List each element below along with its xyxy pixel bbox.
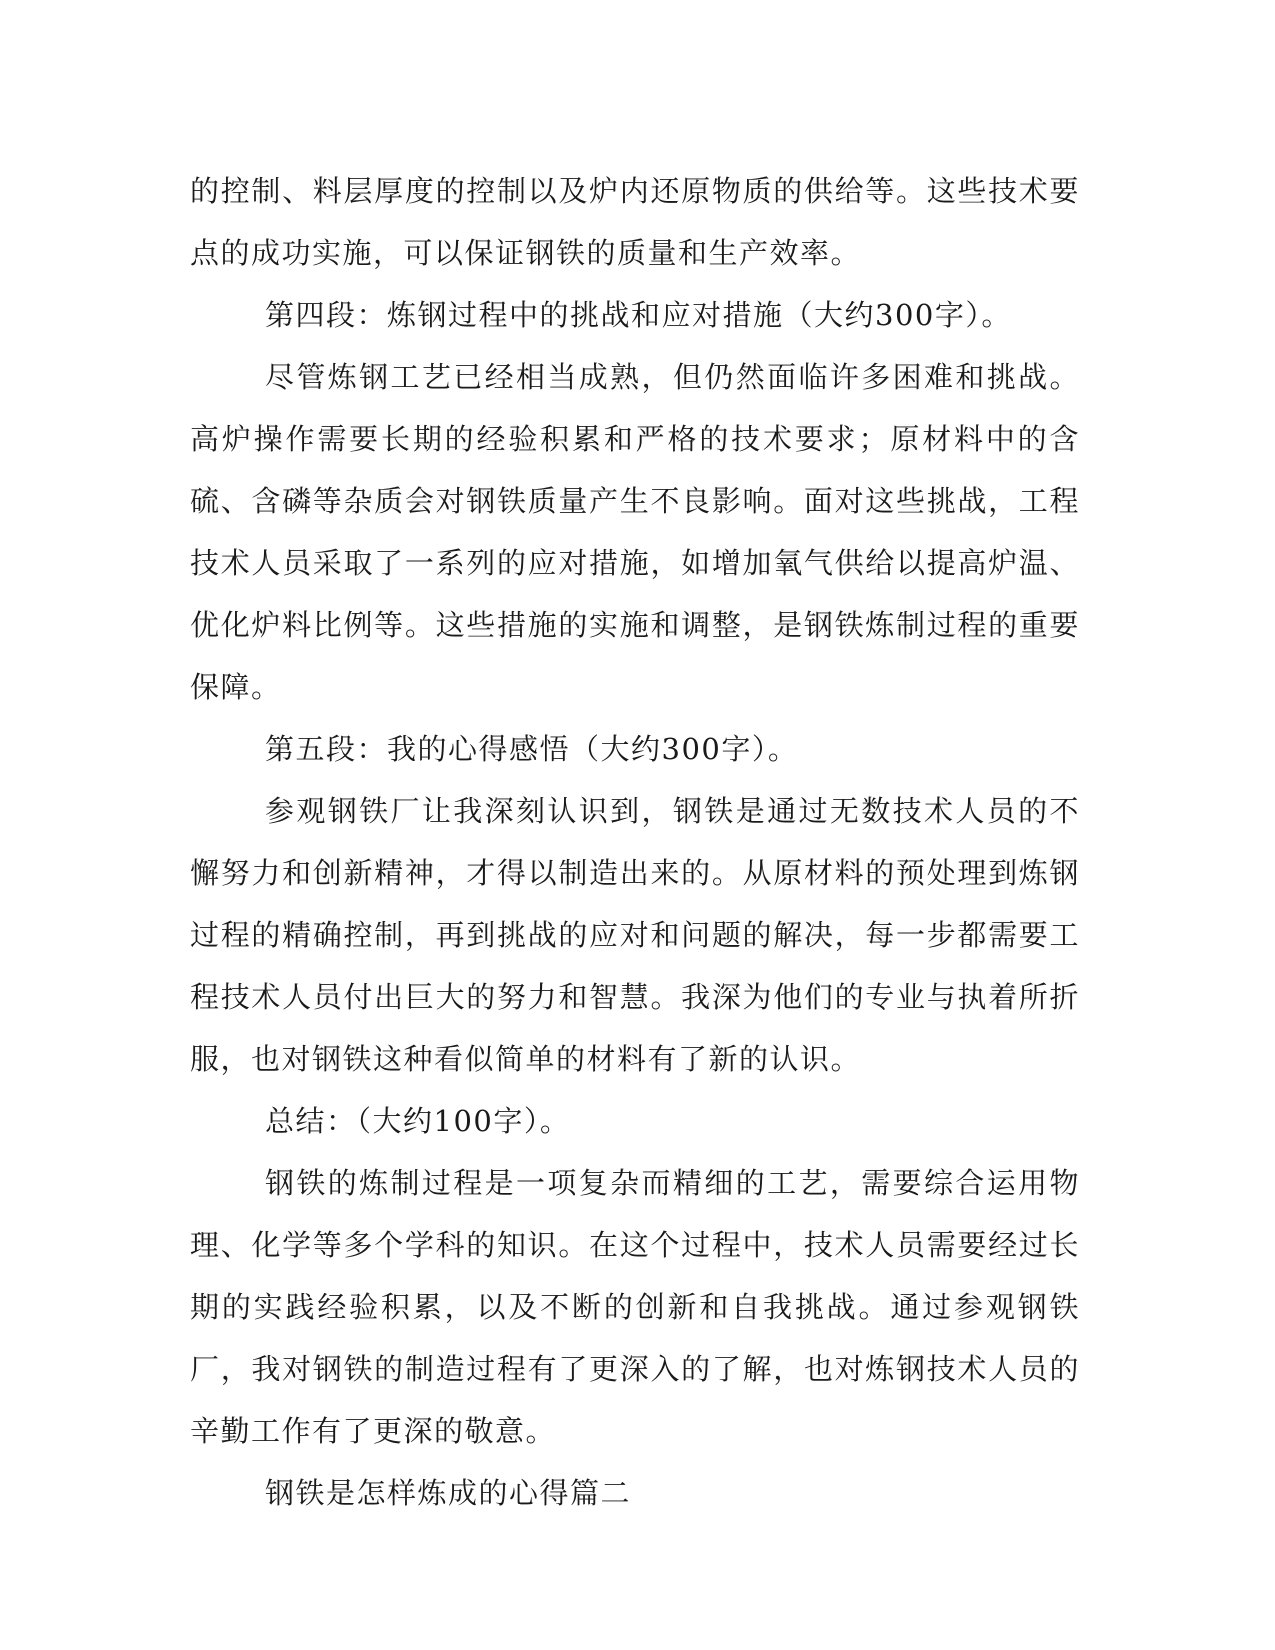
next-article-title: 钢铁是怎样炼成的心得篇二 <box>265 1476 632 1510</box>
paragraph-summary: 钢铁的炼制过程是一项复杂而精细的工艺，需要综合运用物理、化学等多个学科的知识。在这个过程中，技术人员需要经过长期的实践经验积累，以及不断的创新和自我挑战。通过参观钢铁厂，我对钢铁的制造过程有了更深入的了解，也对炼钢技术人员的辛勤工作有了更深的敬意。 <box>190 1166 1080 1448</box>
paragraph-continuation: 的控制、料层厚度的控制以及炉内还原物质的供给等。这些技术要点的成功实施，可以保证钢铁的质量和生产效率。 <box>190 174 1080 270</box>
document-body <box>190 160 1080 1524</box>
section-heading-summary: 总结：（大约100字）。 <box>265 1104 571 1138</box>
section-heading-5: 第五段：我的心得感悟（大约300字）。 <box>265 732 799 766</box>
paragraph-reflection: 参观钢铁厂让我深刻认识到，钢铁是通过无数技术人员的不懈努力和创新精神，才得以制造出来的。从原材料的预处理到炼钢过程的精确控制，再到挑战的应对和问题的解决，每一步都需要工程技术人员付出巨大的努力和智慧。我深为他们的专业与执着所折服，也对钢铁这种看似简单的材料有了新的认识。 <box>190 794 1080 1076</box>
paragraph-challenges: 尽管炼钢工艺已经相当成熟，但仍然面临许多困难和挑战。高炉操作需要长期的经验积累和严格的技术要求；原材料中的含硫、含磷等杂质会对钢铁质量产生不良影响。面对这些挑战，工程技术人员采取了一系列的应对措施，如增加氧气供给以提高炉温、优化炉料比例等。这些措施的实施和调整，是钢铁炼制过程的重要保障。 <box>190 360 1080 704</box>
section-heading-4: 第四段：炼钢过程中的挑战和应对措施（大约300字）。 <box>265 298 1012 332</box>
